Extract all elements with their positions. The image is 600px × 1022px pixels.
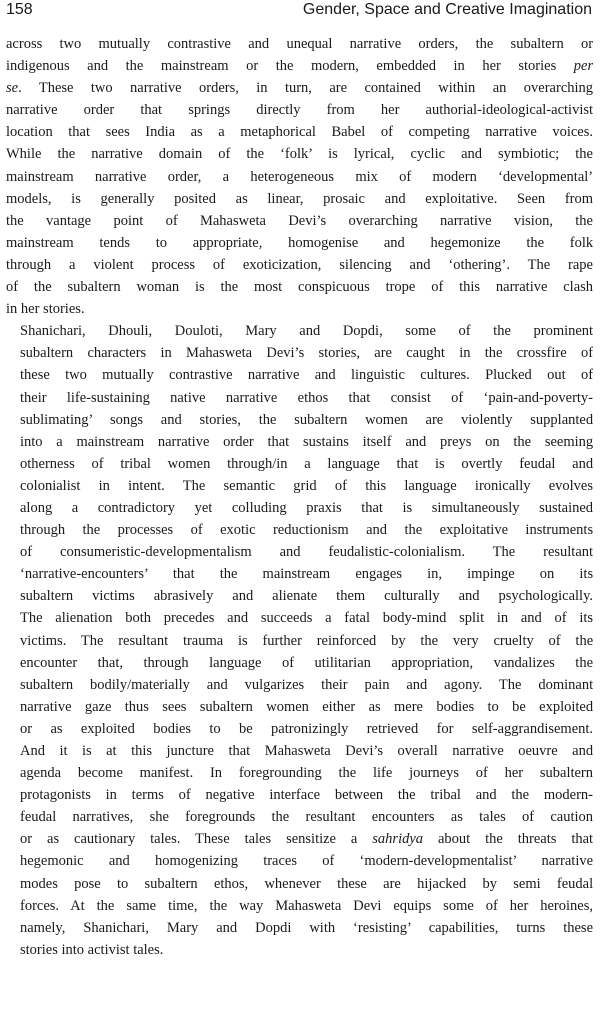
text-line: namely, Shanichari, Mary and Dopdi with ‘resisting’ capabilities, turns these	[20, 919, 593, 936]
text-line: And it is at this juncture that Mahasweta Devi’s overall narrative oeuvre and	[20, 743, 593, 759]
text-line: stories into activist tales.	[20, 941, 164, 958]
running-head: Gender, Space and Creative Imagination	[302, 1, 592, 18]
text-line: se. These two narrative orders, in turn, are contained within an overarching	[6, 80, 593, 97]
text-line: in her stories.	[6, 301, 85, 318]
text-line: victims. The resultant trauma is further reinforced by the very cruelty of the	[20, 632, 593, 649]
text-line: subaltern bodily/materially and vulgarizes their pain and agony. The dominant	[20, 676, 593, 693]
text-line: narrative gaze thus sees subaltern women either as mere bodies to be exploited	[20, 698, 593, 715]
text-line: location that sees India as a metaphorical Babel of competing narrative voices.	[6, 124, 593, 141]
text-line: subaltern victims abrasively and alienate them culturally and psychologically.	[20, 588, 593, 605]
text-line: feudal narratives, she foregrounds the resultant encounters as tales of caution	[20, 809, 593, 826]
text-line: mainstream tends to appropriate, homogenise and hegemonize the folk	[6, 234, 593, 251]
text-line: into a mainstream narrative order that sustains itself and preys on the seeming	[20, 433, 593, 450]
text-line: sublimating’ songs and stories, the subaltern women are violently supplanted	[20, 411, 593, 428]
text-line: The alienation both precedes and succeeds a fatal body-mind split in and of its	[20, 610, 593, 627]
text-line: across two mutually contrastive and unequal narrative orders, the subaltern or	[6, 36, 593, 52]
text-line: modes pose to subaltern ethos, whenever these are hijacked by semi feudal	[20, 875, 593, 892]
page-number: 158	[6, 1, 33, 18]
text-line: models, is generally posited as linear, prosaic and exploitative. Seen from	[6, 190, 593, 207]
paragraph-2	[6, 320, 593, 961]
text-line: indigenous and the mainstream or the modern, embedded in her stories per	[6, 58, 593, 75]
text-line: ‘narrative-encounters’ that the mainstream engages in, impinge on its	[20, 566, 593, 583]
text-line: through a violent process of exoticization, silencing and ‘othering’. The rape	[6, 256, 593, 273]
text-line: encounter that, through language of utilitarian appropriation, vandalizes the	[20, 654, 593, 671]
text-line: narrative order that springs directly from her authorial-ideological-activist	[6, 102, 593, 119]
text-line: forces. At the same time, the way Mahasweta Devi equips some of her heroines,	[20, 897, 593, 914]
text-line: these two mutually contrastive narrative and linguistic cultures. Plucked out of	[20, 367, 593, 384]
text-line: of the subaltern woman is the most conspicuous trope of this narrative clash	[6, 279, 593, 296]
text-line: Shanichari, Dhouli, Douloti, Mary and Dopdi, some of the prominent	[20, 323, 593, 340]
text-line: along a contradictory yet colluding praxis that is simultaneously sustained	[20, 499, 593, 516]
text-line: through the processes of exotic reductionism and the exploitative instruments	[20, 522, 593, 539]
body-text	[6, 33, 593, 961]
text-line: or as exploited bodies to be patronizingly retrieved for self-aggrandisement.	[20, 720, 593, 737]
text-line: colonialist in intent. The semantic grid of this language ironically evolves	[20, 477, 593, 494]
text-line: subaltern characters in Mahasweta Devi’s stories, are caught in the crossfire of	[20, 345, 593, 362]
text-line: While the narrative domain of the ‘folk’ is lyrical, cyclic and symbiotic; the	[6, 146, 593, 163]
paragraph-1	[6, 33, 593, 320]
text-line: otherness of tribal women through/in a language that is overtly feudal and	[20, 455, 593, 472]
text-line: mainstream narrative order, a heterogeneous mix of modern ‘developmental’	[6, 168, 593, 185]
text-line: protagonists in terms of negative interface between the tribal and the modern-	[20, 787, 593, 804]
text-line: their life-sustaining native narrative ethos that consist of ‘pain-and-poverty-	[20, 389, 593, 406]
text-line: the vantage point of Mahasweta Devi’s overarching narrative vision, the	[6, 212, 593, 229]
text-line: or as cautionary tales. These tales sensitize a sahridya about the threats that	[20, 831, 593, 848]
text-line: of consumeristic-developmentalism and feudalistic-colonialism. The resultant	[20, 544, 593, 561]
text-line: hegemonic and homogenizing traces of ‘modern-developmentalist’ narrative	[20, 853, 593, 870]
text-line: agenda become manifest. In foregrounding the life journeys of her subaltern	[20, 765, 593, 782]
page-header	[6, 1, 592, 25]
